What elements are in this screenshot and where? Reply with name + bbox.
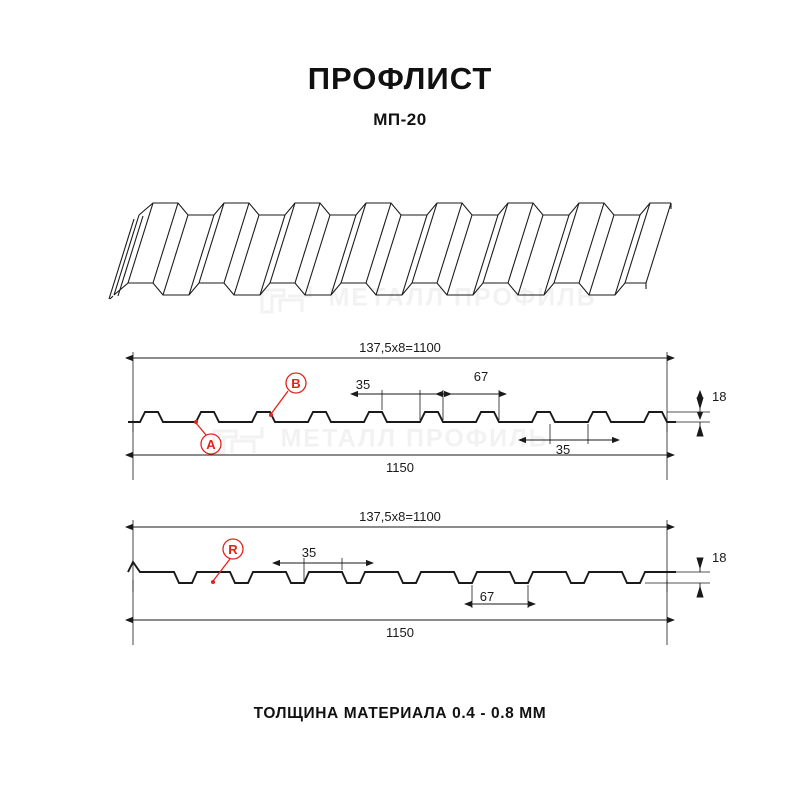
page-title: ПРОФЛИСТ (307, 61, 493, 96)
callout-a (194, 420, 221, 454)
dimension-height-2: 18 (712, 550, 727, 565)
isometric-profile-view (109, 203, 671, 299)
product-model: МП-20 (373, 110, 427, 130)
dimension-bottom-1: 1150 (386, 460, 414, 475)
material-thickness-note: ТОЛЩИНА МАТЕРИАЛА 0.4 - 0.8 ММ (253, 705, 547, 722)
profile-section-outline-2 (128, 562, 676, 583)
dimension-crest-2: 67 (479, 589, 495, 604)
callout-r-label: R (228, 542, 238, 557)
section-view-r (128, 509, 726, 645)
dimension-pitch-2: 35 (301, 545, 317, 560)
dimension-top-2: 137,5х8=1100 (359, 509, 441, 524)
callout-b (269, 373, 306, 417)
profile-section-outline-1 (128, 412, 676, 422)
section-view-a-b (128, 340, 726, 480)
dimension-pitch-right-1: 35 (555, 442, 571, 457)
dimension-height-1: 18 (712, 389, 727, 404)
dimension-crest-1: 67 (473, 369, 489, 384)
callout-b-label: B (291, 376, 301, 391)
callout-a-label: A (206, 437, 216, 452)
dimension-top-1: 137,5х8=1100 (359, 340, 441, 355)
dimension-bottom-2: 1150 (386, 625, 414, 640)
watermark-text: МЕТАЛЛ ПРОФИЛЬ (328, 283, 597, 312)
callout-r (211, 539, 243, 584)
watermark-text: МЕТАЛЛ ПРОФИЛЬ (280, 424, 549, 453)
dimension-pitch-left-1: 35 (355, 377, 371, 392)
